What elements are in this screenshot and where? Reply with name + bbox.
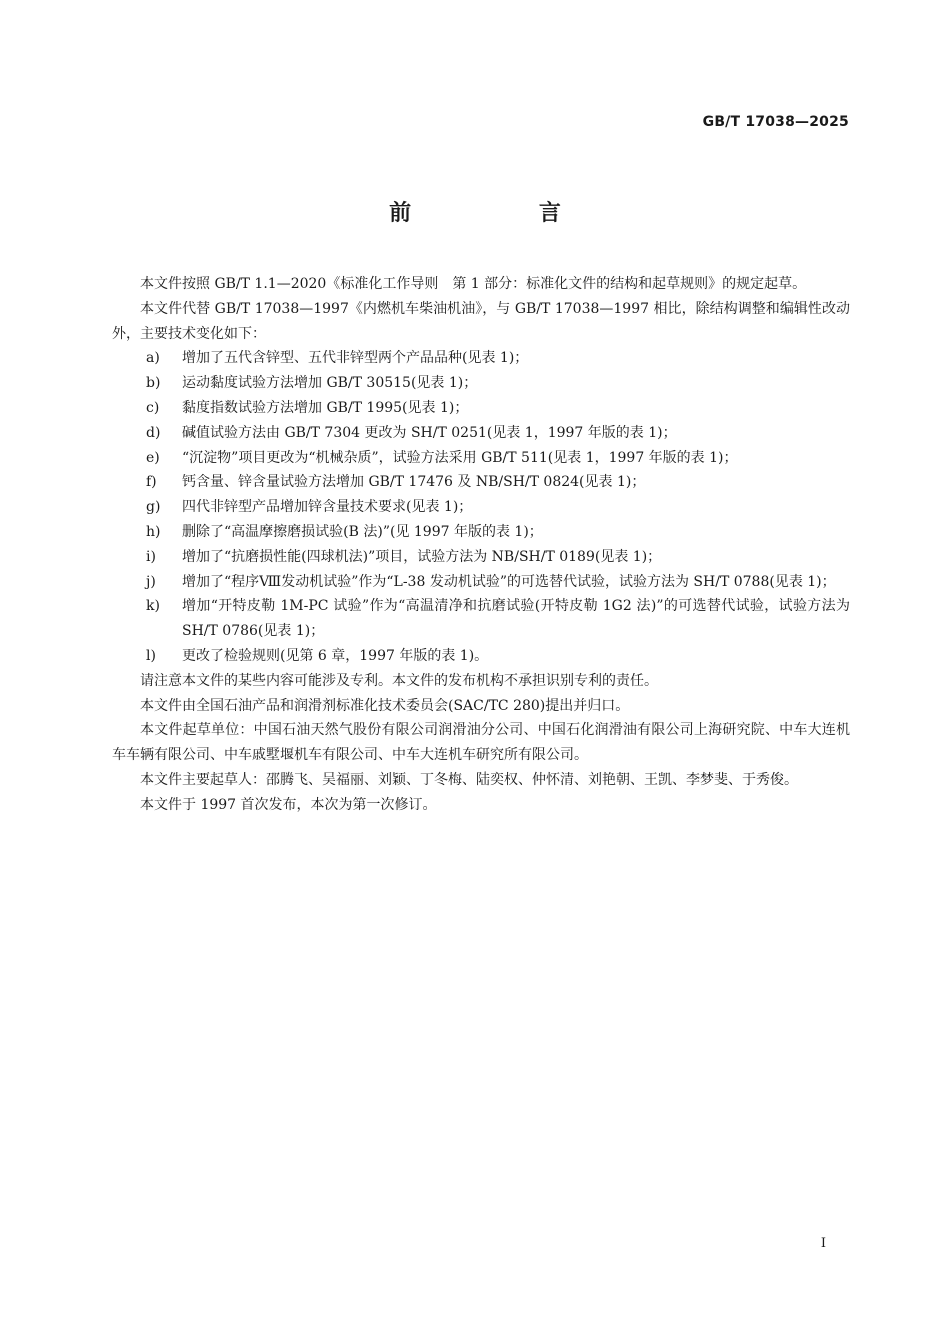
list-item	[112, 495, 850, 520]
list-item-text: 钙含量、锌含量试验方法增加 GB/T 17476 及 NB/SH/T 0824(见表 1)；	[182, 474, 646, 491]
list-item	[112, 470, 850, 495]
changes-list	[112, 346, 850, 668]
list-marker: j)	[146, 573, 156, 590]
list-item	[112, 644, 850, 669]
list-item-text: 增加了五代含锌型、五代非锌型两个产品品种(见表 1)；	[182, 350, 529, 367]
list-marker: l)	[146, 647, 156, 664]
list-item	[112, 346, 850, 371]
list-item-text: 黏度指数试验方法增加 GB/T 1995(见表 1)；	[182, 399, 469, 416]
list-marker: k)	[146, 598, 160, 615]
paragraph-drafting-units: 本文件起草单位：中国石油天然气股份有限公司润滑油分公司、中国石化润滑油有限公司上海研究院、中车大连机车车辆有限公司、中车戚墅堰机车有限公司、中车大连机车研究所有限公司。	[112, 722, 850, 764]
foreword-body	[112, 272, 850, 818]
standard-code: GB/T 17038—2025	[702, 114, 849, 130]
list-item-text: 运动黏度试验方法增加 GB/T 30515(见表 1)；	[182, 375, 478, 392]
list-item-text: 增加“开特皮勒 1M-PC 试验”作为“高温清净和抗磨试验(开特皮勒 1G2 法)”的可选替代试验，试验方法为 SH/T 0786(见表 1)；	[182, 598, 850, 640]
page-number: I	[820, 1236, 826, 1251]
list-marker: f)	[146, 474, 157, 491]
paragraph-history: 本文件于 1997 首次发布，本次为第一次修订。	[140, 796, 437, 813]
list-item	[112, 570, 850, 595]
paragraph-drafters: 本文件主要起草人：邵腾飞、吴福丽、刘颖、丁冬梅、陆奕权、仲怀清、刘艳朝、王凯、李梦斐、于秀俊。	[140, 771, 798, 788]
list-item	[112, 371, 850, 396]
list-item-text: “沉淀物”项目更改为“机械杂质”，试验方法采用 GB/T 511(见表 1，1997 年版的表 1)；	[182, 449, 738, 466]
list-marker: e)	[146, 449, 160, 466]
list-item	[112, 421, 850, 446]
list-item-text: 碱值试验方法由 GB/T 7304 更改为 SH/T 0251(见表 1，1997 年版的表 1)；	[182, 424, 677, 441]
list-item	[112, 594, 850, 644]
list-item	[112, 520, 850, 545]
paragraph-drafting-rules: 本文件按照 GB/T 1.1—2020《标准化工作导则 第 1 部分：标准化文件的结构和起草规则》的规定起草。	[140, 276, 807, 292]
list-item-text: 增加了“抗磨损性能(四球机法)”项目，试验方法为 NB/SH/T 0189(见表 1)；	[182, 548, 662, 565]
list-marker: b)	[146, 375, 161, 392]
list-item	[112, 446, 850, 471]
list-marker: i)	[146, 548, 156, 565]
paragraph-patent-notice: 请注意本文件的某些内容可能涉及专利。本文件的发布机构不承担识别专利的责任。	[140, 672, 658, 689]
list-item	[112, 545, 850, 570]
list-item	[112, 396, 850, 421]
paragraph-replacement: 本文件代替 GB/T 17038—1997《内燃机车柴油机油》，与 GB/T 17038—1997 相比，除结构调整和编辑性改动外，主要技术变化如下：	[112, 300, 850, 342]
list-marker: d)	[146, 424, 161, 441]
list-marker: c)	[146, 399, 160, 416]
page-title: 前 言	[389, 201, 621, 226]
list-item-text: 增加了“程序Ⅷ发动机试验”作为“L-38 发动机试验”的可选替代试验，试验方法为 SH/T 0788(见表 1)；	[182, 573, 836, 590]
list-item-text: 四代非锌型产品增加锌含量技术要求(见表 1)；	[182, 499, 473, 516]
paragraph-proposer: 本文件由全国石油产品和润滑剂标准化技术委员会(SAC/TC 280)提出并归口。	[140, 697, 630, 714]
list-marker: h)	[146, 523, 161, 540]
list-marker: a)	[146, 350, 160, 367]
list-item-text: 更改了检验规则(见第 6 章，1997 年版的表 1)。	[182, 647, 489, 664]
list-marker: g)	[146, 499, 161, 516]
list-item-text: 删除了“高温摩擦磨损试验(B 法)”(见 1997 年版的表 1)；	[182, 523, 543, 540]
